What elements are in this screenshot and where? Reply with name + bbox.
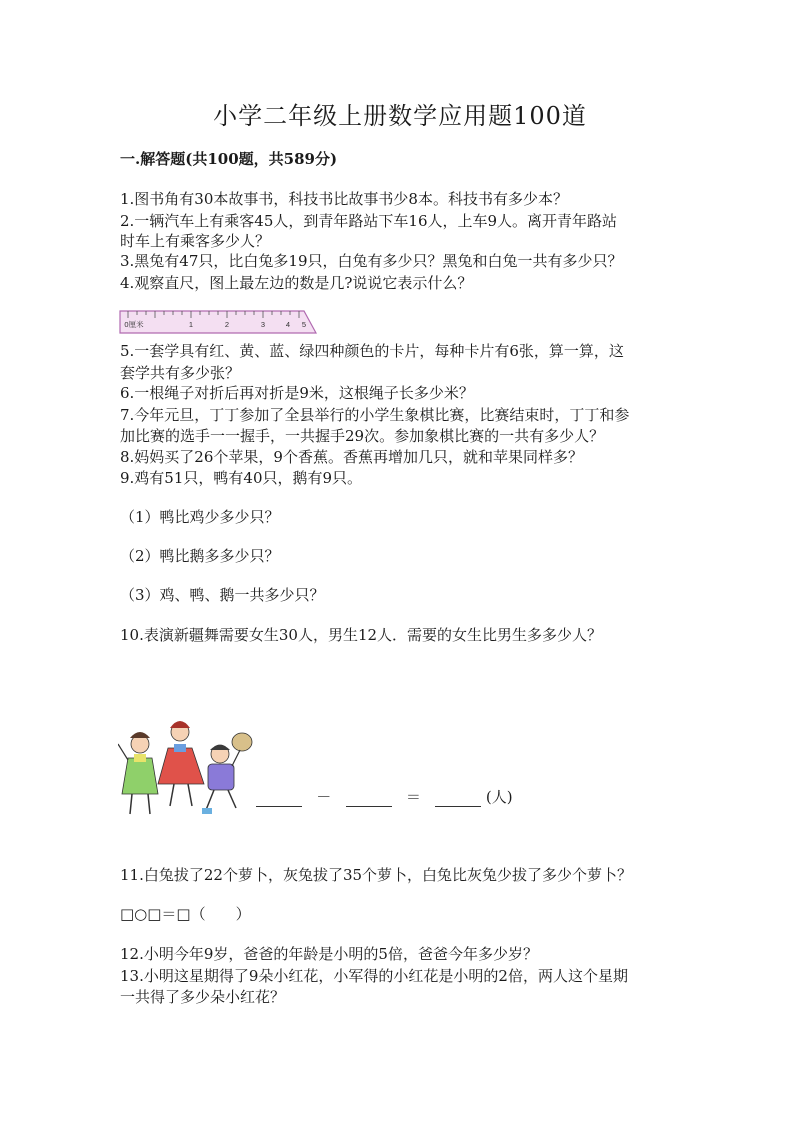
question-7-line-2: 加比赛的选手一一握手，一共握手29次。参加象棋比赛的一共有多少人？ (120, 427, 605, 445)
question-10: 10.表演新疆舞需要女生30人，男生12人．需要的女生比男生多多少人？ (120, 626, 603, 644)
question-4: 4.观察直尺，图上最左边的数是几?说说它表示什么？ (120, 274, 473, 292)
question-3: 3.黑兔有47只，比白兔多19只，白兔有多少只？黑兔和白兔一共有多少只？ (120, 252, 623, 270)
unit-label: (人) (485, 788, 513, 806)
question-7-line-1: 7.今年元旦，丁丁参加了全县举行的小学生象棋比赛，比赛结束时，丁丁和参 (120, 406, 630, 424)
ruler-label-1: 1 (188, 320, 194, 329)
page-title: 小学二年级上册数学应用题100道 (213, 102, 587, 130)
equals-sign: ＝ (405, 788, 421, 806)
question-12: 12.小明今年9岁，爸爸的年龄是小明的5倍，爸爸今年多少岁？ (120, 945, 538, 963)
dancers-illustration (118, 714, 258, 822)
question-13-line-1: 13.小明这星期得了9朵小红花，小军得的小红花是小明的2倍，两人这个星期 (120, 967, 628, 985)
ruler-label-3: 3 (260, 320, 266, 329)
question-6: 6.一根绳子对折后再对折是9米，这根绳子长多少米？ (120, 384, 474, 402)
question-5-line-1: 5.一套学具有红、黄、蓝、绿四种颜色的卡片，每种卡片有6张，算一算，这 (120, 342, 624, 360)
question-9: 9.鸡有51只，鸭有40只，鹅有9只。 (120, 469, 363, 487)
question-2-line-2: 时车上有乘客多少人？ (120, 232, 271, 250)
question-9-part-3: （3）鸡、鸭、鹅一共多少只？ (120, 586, 325, 604)
question-9-part-2: （2）鸭比鹅多多少只？ (120, 547, 280, 565)
question-11-formula: □○□＝□（ ） (120, 905, 251, 923)
section-heading: 一.解答题(共100题，共589分) (120, 150, 338, 168)
answer-blank-1[interactable] (256, 790, 302, 807)
answer-blank-2[interactable] (346, 790, 392, 807)
question-11: 11.白兔拔了22个萝卜，灰兔拔了35个萝卜，白兔比灰兔少拔了多少个萝卜？ (120, 866, 633, 884)
question-1: 1.图书角有30本故事书，科技书比故事书少8本。科技书有多少本？ (120, 190, 568, 208)
question-2-line-1: 2.一辆汽车上有乘客45人，到青年路站下车16人，上车9人。离开青年路站 (120, 212, 618, 230)
ruler-label-5: 5 (301, 320, 307, 329)
ruler-label-2: 2 (224, 320, 230, 329)
question-5-line-2: 套学共有多少张？ (120, 364, 241, 382)
question-13-line-2: 一共得了多少朵小红花？ (120, 988, 286, 1006)
ruler-illustration (118, 307, 318, 337)
question-9-part-1: （1）鸭比鸡少多少只？ (120, 508, 280, 526)
minus-sign: － (316, 788, 332, 806)
question-8: 8.妈妈买了26个苹果，9个香蕉。香蕉再增加几只，就和苹果同样多？ (120, 448, 583, 466)
ruler-label-4: 4 (285, 320, 291, 329)
answer-blanks (256, 786, 513, 807)
answer-blank-3[interactable] (435, 790, 481, 807)
ruler-label-0: 0厘米 (124, 320, 144, 329)
